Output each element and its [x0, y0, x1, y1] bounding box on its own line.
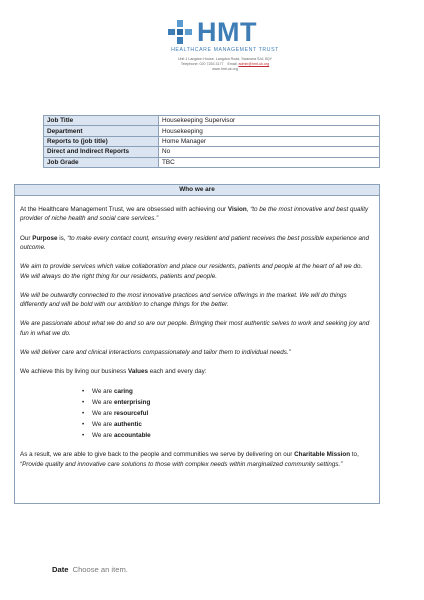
value-word: resourceful — [113, 410, 149, 418]
list-item — [92, 408, 372, 419]
info-label: Direct and Indirect Reports — [44, 147, 159, 157]
info-value: Housekeeping — [159, 126, 380, 136]
table-row — [44, 147, 380, 157]
mission-text: “Provide quality and innovative care solutions to those with complex needs within marginalized community settings.” — [20, 460, 343, 468]
date-dropdown[interactable]: Choose an item. — [72, 565, 128, 574]
paragraph — [20, 348, 372, 357]
table-row — [44, 136, 380, 146]
list-item — [92, 386, 372, 397]
vision-text: , “to be the most innovative and best quality provider of niche health and social care services.” — [20, 206, 369, 223]
table-row — [44, 116, 380, 126]
values-label: Values — [128, 368, 149, 376]
job-info-table — [43, 115, 380, 168]
table-row — [44, 157, 380, 167]
info-value: Home Manager — [159, 136, 380, 146]
paragraph — [20, 319, 372, 338]
address-block — [26, 57, 424, 72]
text: We achieve this by living our business — [20, 368, 129, 376]
logo-subtitle: HEALTHCARE MANAGEMENT TRUST — [171, 47, 279, 53]
text: We will be outwardly connected to the most innovative practices and service offerings in the market. We will do things differently and will be bold with our ambition to change things for the better. — [20, 291, 347, 309]
text: Our — [20, 234, 33, 242]
list-item — [92, 419, 372, 430]
address-line: Unit 1 Langdon House, Langdon Road, Swansea SA1 8QY — [177, 57, 273, 61]
logo — [0, 18, 424, 46]
email-link[interactable]: admin@hmt-uk.org — [238, 62, 270, 66]
purpose-label: Purpose — [32, 234, 58, 242]
mission-paragraph — [20, 450, 372, 469]
section-title: Who we are — [14, 184, 380, 196]
value-word: accountable — [113, 432, 151, 440]
vision-paragraph — [20, 205, 372, 224]
mission-label: Charitable Mission — [294, 451, 351, 459]
info-value: Housekeeping Supervisor — [159, 116, 380, 126]
info-label: Job Grade — [44, 157, 159, 167]
paragraph — [20, 291, 372, 310]
email-label: Email: — [227, 62, 238, 66]
info-label: Job Title — [44, 116, 159, 126]
value-word: authentic — [113, 421, 142, 429]
logo-text: HMT — [197, 17, 257, 47]
text: We are — [92, 421, 114, 429]
purpose-paragraph — [20, 234, 372, 253]
vision-label: Vision — [227, 206, 247, 213]
table-row — [44, 126, 380, 136]
value-word: caring — [113, 388, 133, 396]
info-label: Reports to (job title) — [44, 136, 159, 146]
text: We are — [92, 399, 114, 407]
text: At the Healthcare Management Trust, we are obsessed with achieving our — [20, 206, 228, 213]
list-item — [92, 430, 372, 441]
paragraph — [20, 262, 372, 281]
values-list — [20, 386, 372, 441]
list-item — [92, 397, 372, 408]
text: is, — [57, 234, 68, 242]
value-word: enterprising — [113, 399, 151, 407]
text: to, — [350, 451, 359, 459]
date-field — [52, 565, 128, 574]
text: We are — [92, 410, 114, 418]
info-value: No — [159, 147, 380, 157]
text: We are — [92, 432, 114, 440]
purpose-text: “to make every contact count, ensuring every resident and patient receives the best possible experience and outcome. — [20, 234, 369, 252]
website[interactable]: www.hmt-uk.org — [212, 67, 238, 71]
medical-cross-icon — [167, 19, 193, 45]
values-intro — [20, 367, 372, 376]
who-we-are-text — [20, 205, 372, 479]
info-value: TBC — [159, 157, 380, 167]
text: We aim to provide services which value collaboration and place our residents, patients and people at the heart of all we do. We will always do the right thing for our residents, patients and people. — [20, 263, 363, 280]
telephone: Telephone: 020 7253 3177 — [180, 62, 224, 66]
text: each and every day: — [148, 368, 207, 376]
text: We are passionate about what we do and so are our people. Bringing their most authentic selves to work and seeking joy and fun in what we do. — [20, 320, 370, 337]
info-label: Department — [44, 126, 159, 136]
text: As a result, we are able to give back to the people and communities we serve by delivering on our — [20, 451, 295, 459]
date-label: Date — [52, 565, 69, 574]
text: We are — [92, 388, 114, 396]
text: We will deliver care and clinical interactions compassionately and tailor them to individual needs.” — [20, 349, 291, 357]
letterhead — [0, 18, 424, 72]
